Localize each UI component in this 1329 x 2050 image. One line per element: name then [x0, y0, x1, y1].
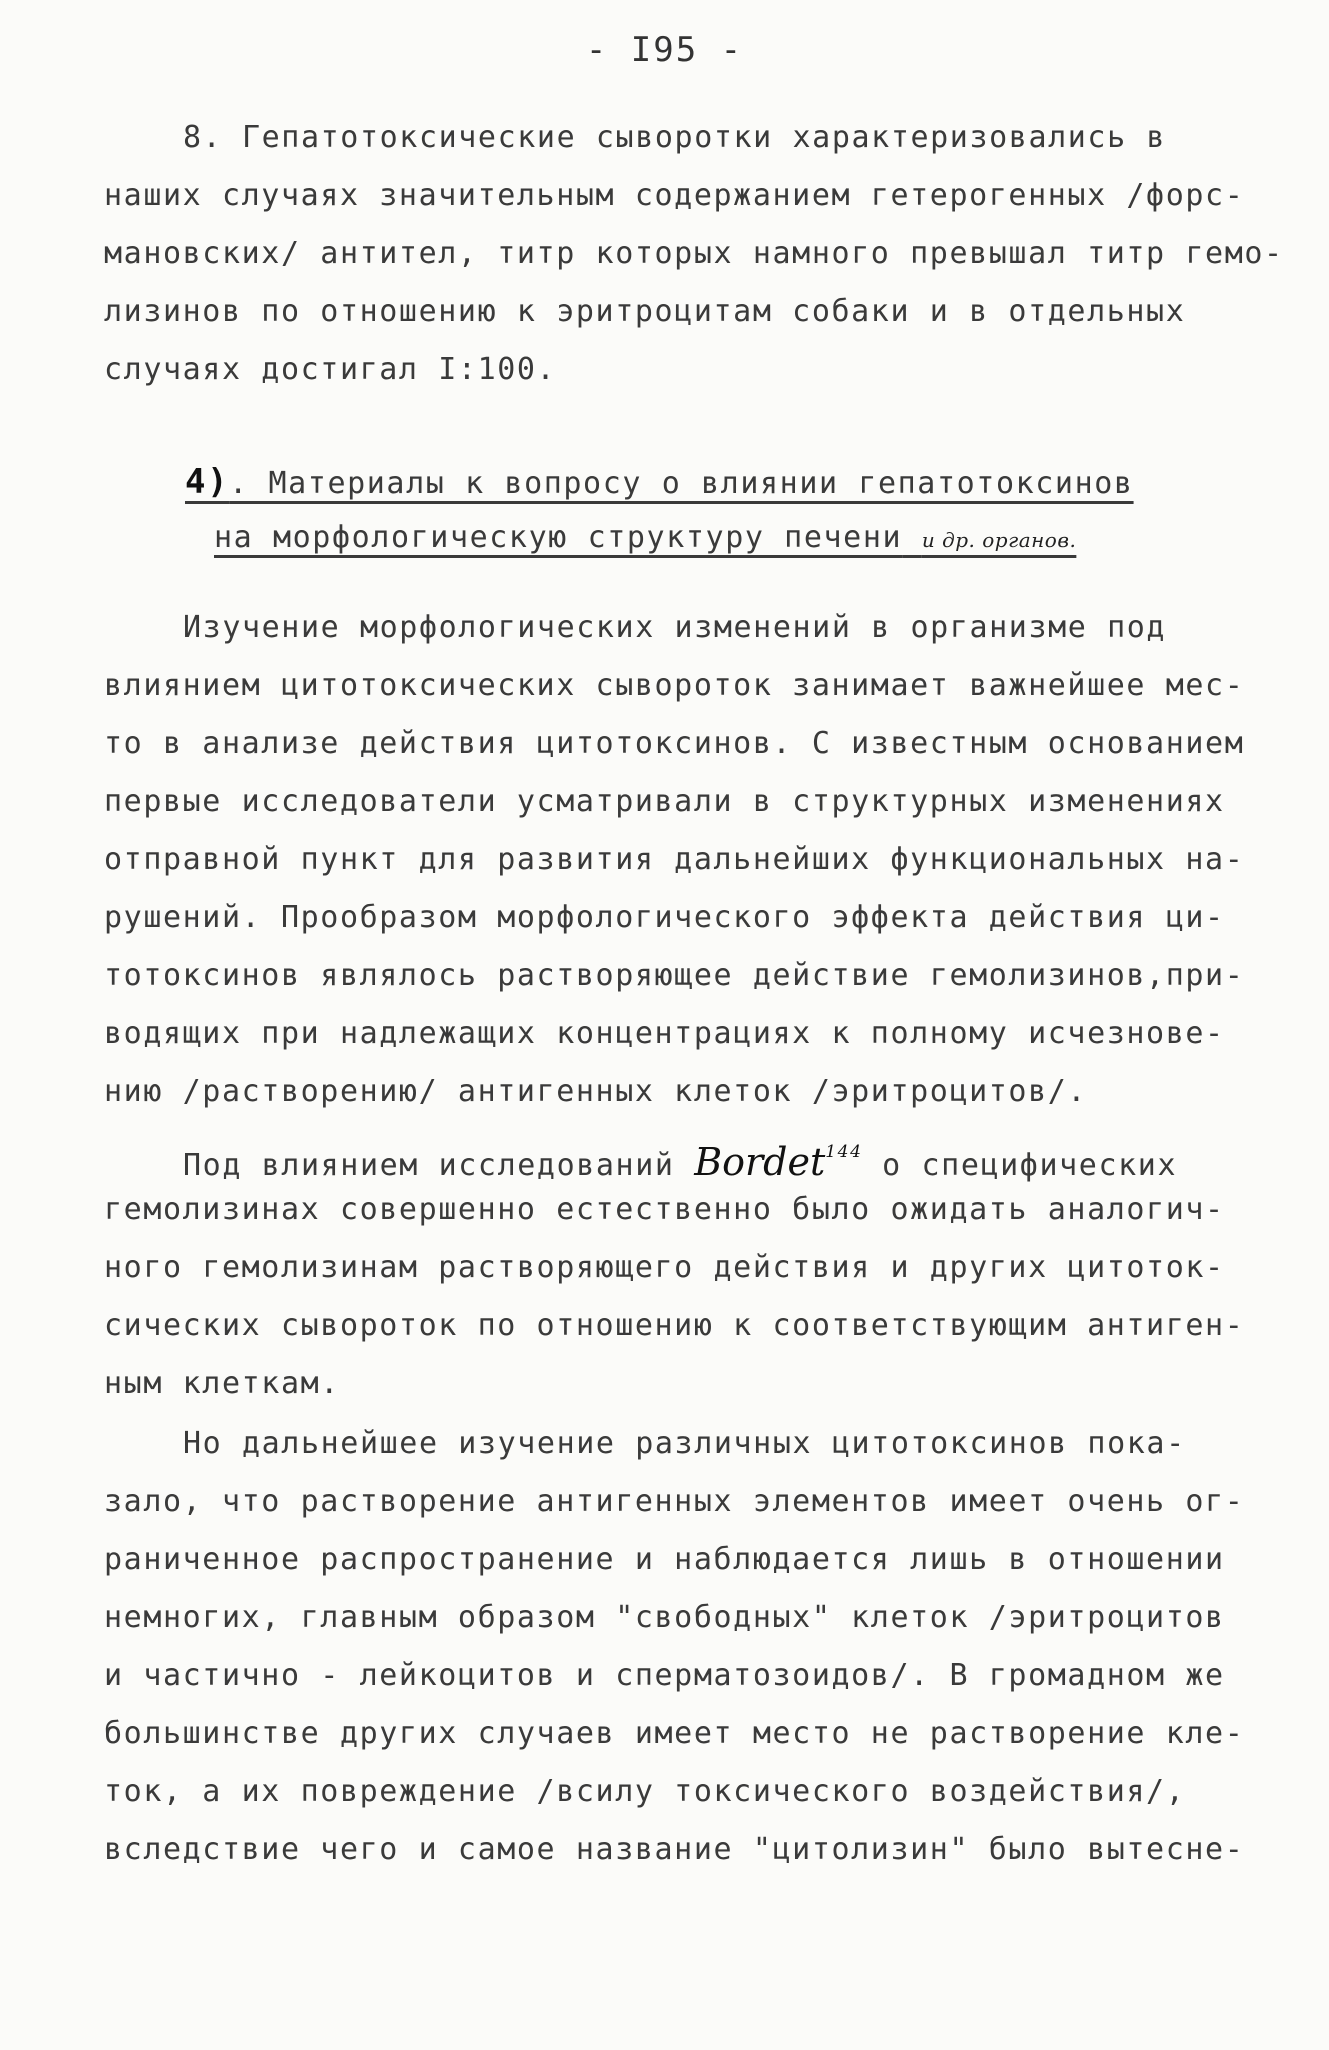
paragraph-8-line: мановских/ антител, титр которых намного превышал титр гемо- — [104, 236, 1284, 271]
paragraph-8-line: 8. Гепатотоксические сыворотки характеризовались в — [183, 120, 1167, 155]
paragraph-2-line: ного гемолизинам растворяющего действия и других цитоток- — [104, 1250, 1225, 1285]
paragraph-1-line: Изучение морфологических изменений в организме под — [183, 610, 1167, 645]
section-number: 4) — [185, 462, 230, 502]
paragraph-2-text: о специфических — [862, 1148, 1178, 1183]
paragraph-8-line: случаях достигал I:100. — [104, 352, 557, 387]
paragraph-2-line: сических сывороток по отношению к соответствующим антиген- — [104, 1308, 1245, 1343]
paragraph-8-line: наших случаях значительным содержанием гетерогенных /форс- — [104, 178, 1245, 213]
paragraph-1-line: тотоксинов являлось растворяющее действие гемолизинов,при- — [104, 958, 1245, 993]
paragraph-8-line: лизинов по отношению к эритроцитам собаки и в отдельных — [104, 294, 1186, 329]
paragraph-1-line: то в анализе действия цитотоксинов. С известным основанием — [104, 726, 1245, 761]
paragraph-1-line: отправной пункт для развития дальнейших функциональных на- — [104, 842, 1245, 877]
paragraph-3-line: зало, что растворение антигенных элементов имеет очень ог- — [104, 1484, 1245, 1519]
paragraph-3-line: ток, а их повреждение /всилу токсического воздействия/, — [104, 1774, 1186, 1809]
paragraph-3-line: немногих, главным образом "свободных" клеток /эритроцитов — [104, 1600, 1225, 1635]
section-heading-line-2 — [214, 518, 1076, 560]
paragraph-1-line: влиянием цитотоксических сывороток занимает важнейшее мес- — [104, 668, 1245, 703]
reference-number: 144 — [825, 1142, 863, 1162]
handwritten-author-name: Bordet — [694, 1140, 826, 1184]
section-heading-line-1 — [185, 462, 1134, 504]
paragraph-1-line: рушений. Прообразом морфологического эффекта действия ци- — [104, 900, 1225, 935]
paragraph-2-text: Под влиянием исследований — [183, 1148, 695, 1183]
paragraph-1-line: первые исследователи усматривали в структурных изменениях — [104, 784, 1225, 819]
paragraph-3-line: раниченное распространение и наблюдается лишь в отношении — [104, 1542, 1225, 1577]
paragraph-2-first-line — [183, 1132, 1177, 1186]
page-number: - I95 - — [585, 30, 744, 70]
paragraph-1-line: нию /растворению/ антигенных клеток /эритроцитов/. — [104, 1074, 1088, 1109]
paragraph-3-line: вследствие чего и самое название "цитолизин" было вытесне- — [104, 1832, 1245, 1867]
paragraph-2-line: ным клеткам. — [104, 1366, 340, 1401]
paragraph-3-line: и частично - лейкоцитов и сперматозоидов/. В громадном же — [104, 1658, 1225, 1693]
paragraph-3-line: Но дальнейшее изучение различных цитотоксинов пока- — [183, 1426, 1186, 1461]
paragraph-3-line: большинстве других случаев имеет место не растворение кле- — [104, 1716, 1245, 1751]
section-heading-text: на морфологическую структуру печени — [214, 520, 903, 555]
handwritten-addition: и др. органов. — [921, 528, 1077, 552]
paragraph-1-line: водящих при надлежащих концентрациях к полному исчезнове- — [104, 1016, 1225, 1051]
section-heading-text: . Материалы к вопросу о влиянии гепатотоксинов — [229, 466, 1134, 501]
paragraph-2-line: гемолизинах совершенно естественно было ожидать аналогич- — [104, 1192, 1225, 1227]
